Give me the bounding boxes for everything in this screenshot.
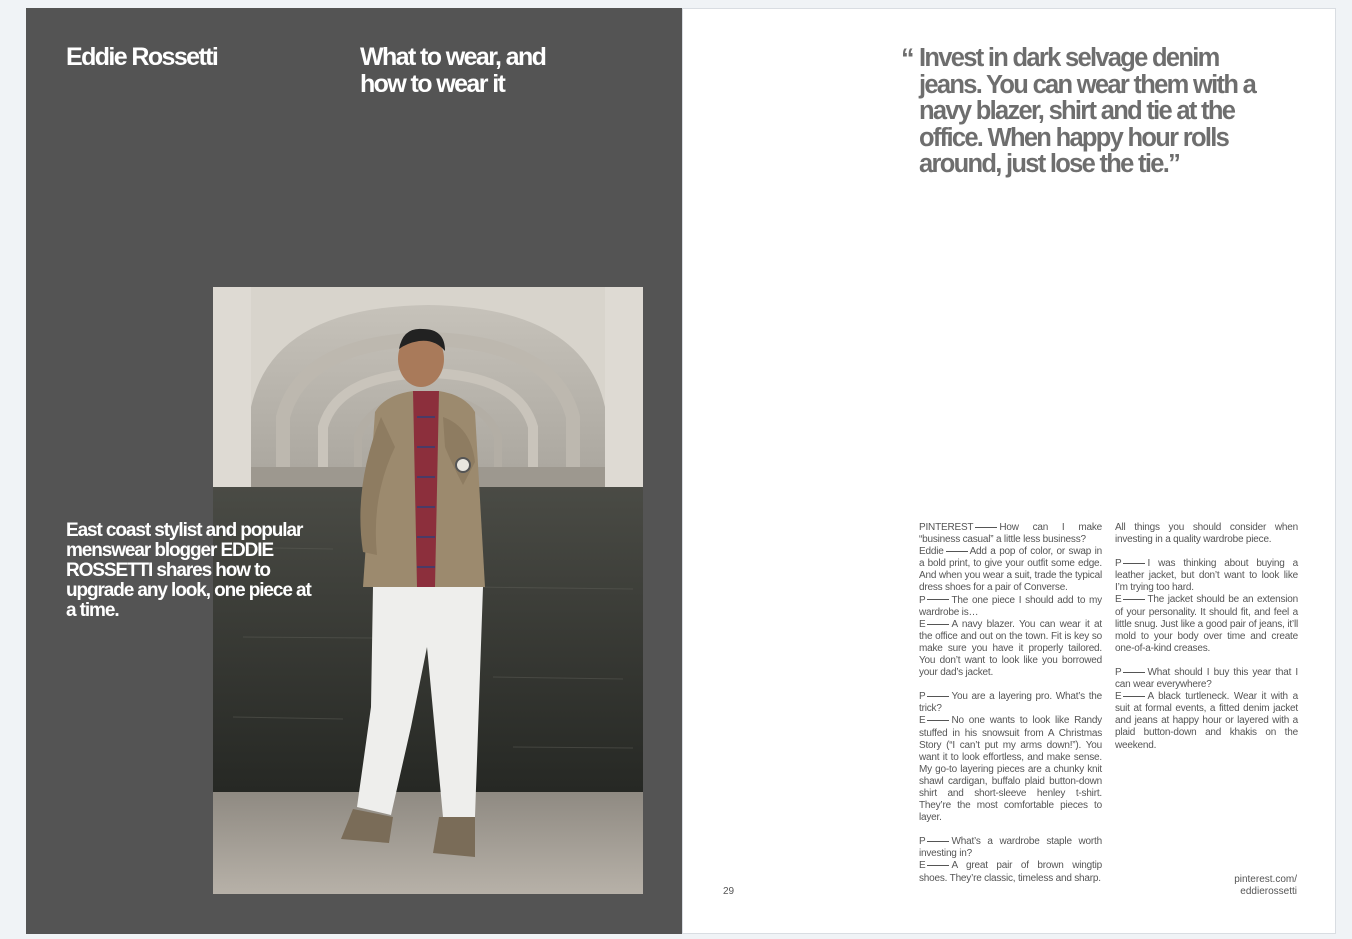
em-dash-rule xyxy=(927,624,949,625)
interview-text: A navy blazer. You can wear it at the office and out on the town. Fit is key so make sure you have it properly tailored. You don’t want to look like you borrowed your dad’s jacket. xyxy=(919,618,1102,679)
interview-line xyxy=(1115,522,1298,545)
open-quote-mark: “ xyxy=(901,43,915,73)
interview-paragraph xyxy=(919,522,1102,679)
interview-column-1 xyxy=(919,522,1102,897)
interview-line xyxy=(919,836,1102,859)
intro-blurb: East coast stylist and popular menswear blogger EDDIE ROSSETTI shares how to upgrade any look, one piece at a time. xyxy=(66,520,311,621)
interview-text: What’s a wardrobe staple worth investing in? xyxy=(919,836,1102,860)
speaker-label: E xyxy=(1115,691,1122,703)
speaker-label: E xyxy=(919,715,926,727)
em-dash-rule xyxy=(1123,563,1145,564)
interview-line xyxy=(1115,667,1298,690)
interview-line xyxy=(919,595,1102,618)
interview-paragraph xyxy=(1115,667,1298,752)
em-dash-rule xyxy=(927,865,949,866)
interview-text: The jacket should be an extension of your personality. It should fit, and feel a little snug. Just like a good pair of jeans, it’ll mold to your body over time and create one-of-a-kind creases. xyxy=(1115,594,1298,654)
interview-line xyxy=(1115,691,1298,750)
speaker-label: Eddie xyxy=(919,546,944,558)
interview-line xyxy=(1115,558,1298,593)
interview-line xyxy=(919,860,1102,883)
interview-text: A black turtleneck. Wear it with a suit at formal events, a fitted denim jacket and jeans at happy hour or layered with a plaid button-down and khakis on the weekend. xyxy=(1115,691,1298,751)
interview-text: You are a layering pro. What’s the trick? xyxy=(919,691,1102,715)
speaker-label: P xyxy=(1115,666,1122,678)
speaker-label: E xyxy=(1115,594,1122,606)
em-dash-rule xyxy=(927,599,949,600)
speaker-label: E xyxy=(919,860,926,872)
interview-paragraph xyxy=(919,691,1102,824)
interview-text: No one wants to look like Randy stuffed in his snowsuit from A Christmas Story (“I can’t put my arms down!”). You want it to look effortless, and make sense. My go-to layering pieces are a chunky knit shawl cardigan, buffalo plaid button-down shirt and short-sleeve henley t-shirt. They’re the most comfortable pieces to layer. xyxy=(919,715,1102,824)
speaker-label: P xyxy=(919,594,926,606)
interview-text: A great pair of brown wingtip shoes. They’re classic, timeless and sharp. xyxy=(919,860,1102,884)
speaker-label: P xyxy=(919,836,926,848)
interview-text: What should I buy this year that I can wear everywhere? xyxy=(1115,666,1298,691)
em-dash-rule xyxy=(1123,672,1145,673)
interview-column-2 xyxy=(1115,522,1298,764)
interview-paragraph xyxy=(1115,522,1298,546)
interview-text: Add a pop of color, or swap in a bold print, to give your outfit some edge. And when you wear a suit, trade the typical dress shoes for a pair of Converse. xyxy=(919,546,1102,594)
speaker-label: PINTEREST xyxy=(919,522,974,533)
em-dash-rule xyxy=(927,696,949,697)
interview-line xyxy=(919,691,1102,714)
speaker-label: E xyxy=(919,618,926,630)
speaker-label: P xyxy=(919,691,926,703)
interview-text: All things you should consider when investing in a quality wardrobe piece. xyxy=(1115,522,1298,546)
pinterest-url xyxy=(1234,874,1297,898)
em-dash-rule xyxy=(946,551,968,552)
interview-text: I was thinking about buying a leather jacket, but don’t want to look like I’m trying too hard. xyxy=(1115,558,1298,594)
em-dash-rule xyxy=(1123,696,1145,697)
left-page xyxy=(26,8,682,934)
em-dash-rule xyxy=(975,527,997,528)
interview-paragraph xyxy=(1115,558,1298,655)
interview-paragraph xyxy=(919,836,1102,884)
url-line-1: pinterest.com/ xyxy=(1234,874,1297,885)
page-number: 29 xyxy=(723,886,735,897)
em-dash-rule xyxy=(927,720,949,721)
em-dash-rule xyxy=(1123,599,1145,600)
author-name: Eddie Rossetti xyxy=(66,43,218,71)
url-line-2: eddierossetti xyxy=(1240,886,1297,897)
speaker-label: P xyxy=(1115,558,1122,570)
interview-text: The one piece I should add to my wardrobe is… xyxy=(919,594,1102,618)
interview-line xyxy=(919,619,1102,678)
interview-line xyxy=(919,546,1102,593)
article-title: What to wear, and how to wear it xyxy=(360,43,546,98)
interview-line xyxy=(919,715,1102,823)
pull-quote: Invest in dark selvage denim jeans. You can wear them with a navy blazer, shirt and tie at the office. When happy hour rolls around, just lose the tie.” xyxy=(919,44,1256,178)
right-page xyxy=(682,8,1336,934)
interview-line xyxy=(1115,594,1298,653)
magazine-spread xyxy=(26,8,1336,934)
interview-line xyxy=(919,522,1102,545)
interview-text: How can I make “business casual” a little less business? xyxy=(919,522,1102,546)
em-dash-rule xyxy=(927,841,949,842)
